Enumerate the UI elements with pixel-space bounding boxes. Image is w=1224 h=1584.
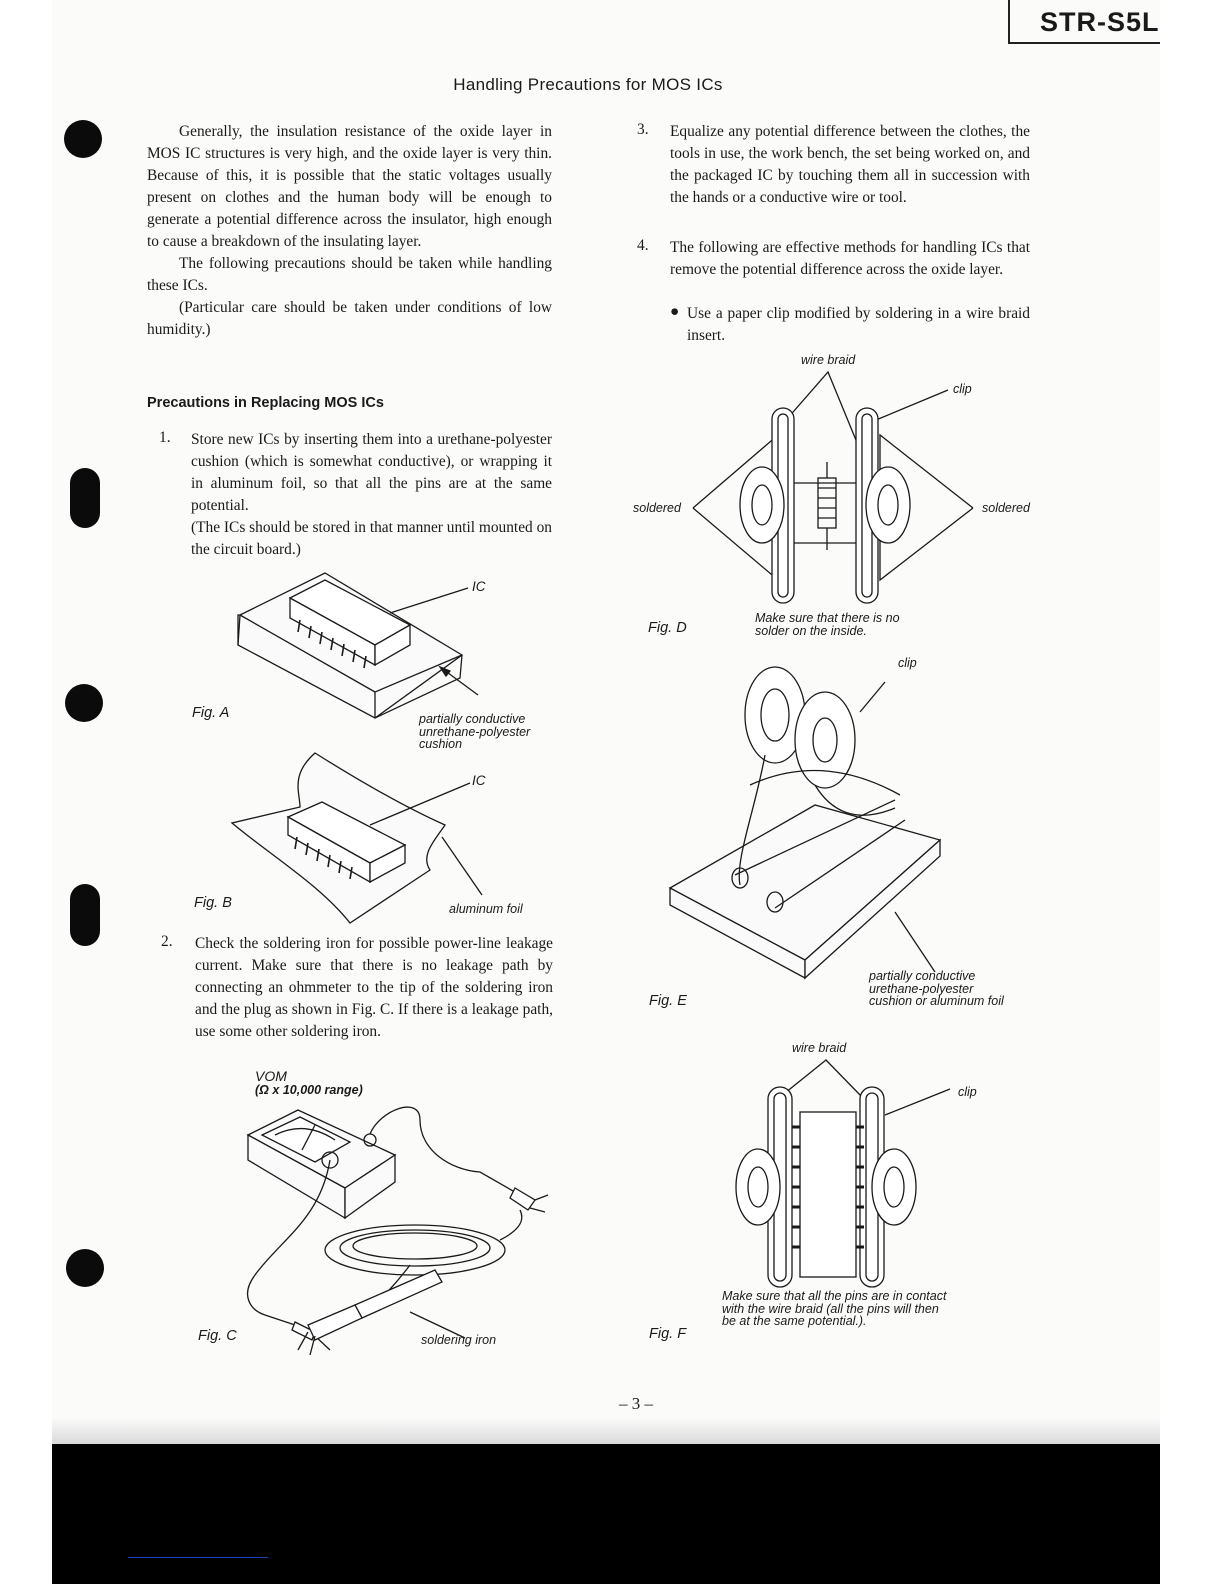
fig-d-label: Fig. D <box>648 620 687 636</box>
item-1-paragraph: Store new ICs by inserting them into a urethane-polyester cushion (which is somewhat conductive), or wrapping it in aluminum foil, so that all the pins are at the same potential. <box>191 431 552 514</box>
fig-e-drawing <box>665 660 950 980</box>
fig-b-foil-label: aluminum foil <box>449 902 523 916</box>
binder-slot <box>70 884 100 946</box>
bullet-dot: ● <box>670 303 680 320</box>
fig-c-iron-label: soldering iron <box>421 1333 497 1347</box>
fig-d-note: Make sure that there is no solder on the inside. <box>755 611 900 638</box>
fig-b-label: Fig. B <box>194 895 232 911</box>
fig-e-label: Fig. E <box>649 993 687 1009</box>
binder-slot <box>70 468 100 528</box>
fig-d-clip-label: clip <box>953 382 972 396</box>
fig-d-soldered-left: soldered <box>633 501 681 515</box>
fig-c-drawing <box>220 1100 560 1360</box>
fig-a-cushion-label: partially conductive unrethane-polyester cushion <box>419 712 531 751</box>
fig-a-label: Fig. A <box>192 705 230 721</box>
model-number: STR-S5L <box>1008 0 1160 44</box>
section-heading: Precautions in Replacing MOS ICs <box>147 395 384 411</box>
fig-a-ic-label: IC <box>472 579 486 594</box>
item-1-text <box>191 429 552 561</box>
intro-paragraph-2: The following precautions should be taken while handling these ICs. <box>147 255 552 294</box>
binder-hole <box>64 120 102 158</box>
item-2-number: 2. <box>161 933 173 950</box>
page-title: Handling Precautions for MOS ICs <box>453 75 723 94</box>
intro-paragraph-3: (Particular care should be taken under conditions of low humidity.) <box>147 299 552 338</box>
scan-shadow <box>52 1418 1160 1444</box>
intro-text <box>147 121 552 341</box>
binder-hole <box>65 684 103 722</box>
fig-d-drawing <box>690 370 980 610</box>
item-1-note: (The ICs should be stored in that manner until mounted on the circuit board.) <box>191 519 552 558</box>
scan-border <box>52 1444 1160 1584</box>
fig-d-soldered-right: soldered <box>982 501 1030 515</box>
page-number: – 3 – <box>619 1394 653 1413</box>
fig-f-drawing <box>730 1057 970 1292</box>
fig-b-drawing <box>230 745 460 925</box>
item-4-text: The following are effective methods for handling ICs that remove the potential difference across the oxide layer. <box>670 239 1030 278</box>
scan-artifact-line <box>128 1557 268 1558</box>
fig-e-clip-label: clip <box>898 656 917 670</box>
item-3-text: Equalize any potential difference between the clothes, the tools in use, the work bench, the set being worked on, and the packaged IC by touching them all in succession with the hands or a conductive wire or tool. <box>670 123 1030 206</box>
fig-b-ic-label: IC <box>472 773 486 788</box>
intro-paragraph-1: Generally, the insulation resistance of the oxide layer in MOS IC structures is very high, and the oxide layer is very thin. Because of this, it is possible that the static voltages usually present on clothes and the human body will be enough to generate a potential difference across the insulator, high enough to cause a breakdown of the insulating layer. <box>147 123 552 250</box>
fig-f-braid-label: wire braid <box>792 1041 847 1055</box>
item-3-number: 3. <box>637 121 649 138</box>
item-1-number: 1. <box>159 429 171 446</box>
fig-d-braid-label: wire braid <box>801 353 856 367</box>
item-4-bullet: Use a paper clip modified by soldering in a wire braid insert. <box>687 305 1030 344</box>
fig-f-label: Fig. F <box>649 1326 687 1342</box>
fig-f-clip-label: clip <box>958 1085 977 1099</box>
item-2-text: Check the soldering iron for possible power-line leakage current. Make sure that there is no leakage path by connecting an ohmmeter to the tip of the soldering iron and the plug as shown in Fig. C. If there is a leakage path, use some other soldering iron. <box>195 935 553 1040</box>
fig-f-note: Make sure that all the pins are in contact with the wire braid (all the pins will then be at the same potential.). <box>722 1289 947 1328</box>
item-4-number: 4. <box>637 237 649 254</box>
fig-e-base-label: partially conductive urethane-polyester cushion or aluminum foil <box>869 969 1004 1008</box>
fig-c-vom-label: VOM <box>255 1068 287 1084</box>
binder-hole <box>66 1249 104 1287</box>
fig-c-range-label: (Ω x 10,000 range) <box>255 1083 363 1097</box>
fig-c-label: Fig. C <box>198 1328 237 1344</box>
fig-a-drawing <box>230 570 490 725</box>
